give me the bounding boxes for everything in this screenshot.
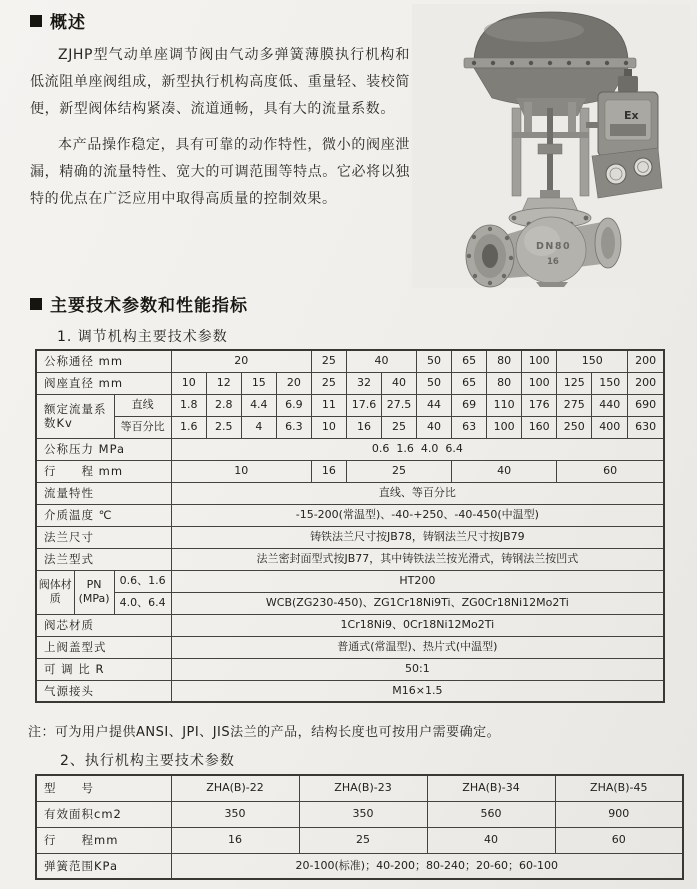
cell: 65 [452,372,487,394]
cell: ZHA(B)-34 [427,775,555,801]
cell: 275 [557,394,592,416]
cell: 176 [522,394,557,416]
cell: 1.6 [171,416,206,438]
cell: 法兰密封面型式按JB77，其中铸铁法兰按光滑式，铸钢法兰按凹式 [171,548,664,570]
row-label: 额定流量系数Kv [36,394,114,438]
cell: 16 [171,827,299,853]
cell: 40 [381,372,416,394]
cell: 100 [522,372,557,394]
cell: 4 [241,416,276,438]
cell: 250 [557,416,592,438]
cell: 40 [417,416,452,438]
overview-paragraph-1: ZJHP型气动单座调节阀由气动多弹簧薄膜执行机构和低流阻单座阀组成，新型执行机构高度低、重量轻、装校简便，新型阀体结构紧凑、流道通畅，具有大的流量系数。 [30,47,410,117]
cell: 200 [628,350,664,372]
cell: 25 [346,460,451,482]
row-label: 行 程 mm [36,460,171,482]
row-effective-area [36,801,683,827]
cell: -15-200(常温型)、-40-+250、-40-450(中温型) [171,504,664,526]
section-square-icon [30,298,42,310]
cell: 69 [452,394,487,416]
cell: 50:1 [171,658,664,680]
cell: 80 [487,350,522,372]
note-text: 注：可为用户提供ANSI、JPI、JIS法兰的产品，结构长度也可按用户需要确定。 [28,725,501,740]
table2-heading: 2、执行机构主要技术参数 [60,753,235,769]
cell: 6.3 [276,416,311,438]
cell: 25 [299,827,427,853]
cell: 2.8 [206,394,241,416]
cell: 32 [346,372,381,394]
table1-heading: 1. 调节机构主要技术参数 [57,329,228,345]
row-label: 流量特性 [36,482,171,504]
row-label: 阀体材质 [36,570,74,614]
body-dn-mark: DN80 [536,241,572,252]
cell: 400 [592,416,628,438]
cell: 690 [628,394,664,416]
cell: 10 [171,460,311,482]
row-rangeability [36,658,664,680]
cell: 17.6 [346,394,381,416]
overview-heading [30,8,410,33]
row-label: 可 调 比 R [36,658,171,680]
pn-high-label: 4.0、6.4 [114,592,171,614]
cell: 6.9 [276,394,311,416]
cell: 60 [557,460,664,482]
cell: 100 [487,416,522,438]
specs-heading [30,291,248,316]
row-flow-characteristic [36,482,664,504]
row-label: 有效面积cm2 [36,801,171,827]
cell: 40 [346,350,416,372]
cell: 铸铁法兰尺寸按JB78，铸钢法兰尺寸按JB79 [171,526,664,548]
cell: 20-100(标准)；40-200；80-240；20-60；60-100 [171,853,683,879]
regulator-specs-table [35,349,665,703]
cell: 40 [452,460,557,482]
row-label: 法兰型式 [36,548,171,570]
cell: 普通式(常温型)、热片式(中温型) [171,636,664,658]
cell: 0.6 1.6 4.0 6.4 [171,438,664,460]
row-label: 公称通径 mm [36,350,171,372]
row-flange-type [36,548,664,570]
overview-section [30,8,410,213]
kv-sub-label-linear: 直线 [114,394,171,416]
cell: 50 [417,350,452,372]
body-pn-mark: 16 [547,257,559,267]
row-nominal-pressure [36,438,664,460]
cell: 16 [311,460,346,482]
cell: 150 [592,372,628,394]
cell: WCB(ZG230-450)、ZG1Cr18Ni9Ti、ZG0Cr18Ni12Mo2Ti [171,592,664,614]
cell: 63 [452,416,487,438]
row-seat-diameter [36,372,664,394]
row-label: 行 程mm [36,827,171,853]
section-square-icon [30,15,42,27]
row-medium-temperature [36,504,664,526]
cell: 25 [311,350,346,372]
row-spring-range [36,853,683,879]
cell: 16 [346,416,381,438]
actuator-specs-table [35,774,684,880]
cell: 630 [628,416,664,438]
cell: 12 [206,372,241,394]
row-label: 上阀盖型式 [36,636,171,658]
cell: 125 [557,372,592,394]
cell: 100 [522,350,557,372]
cell: 直线、等百分比 [171,482,664,504]
cell: 350 [171,801,299,827]
specs-heading-text: 主要技术参数和性能指标 [50,296,248,316]
pn-label: PN (MPa) [74,570,114,614]
pn-low-label: 0.6、1.6 [114,570,171,592]
overview-paragraph-2: 本产品操作稳定，具有可靠的动作特性，微小的阀座泄漏，精确的流量特性、宽大的可调范围等特点。它必将以独特的优点在广泛应用中取得高质量的控制效果。 [30,137,410,207]
cell: M16×1.5 [171,680,664,702]
cell: 440 [592,394,628,416]
row-flange-size [36,526,664,548]
cell: 560 [427,801,555,827]
cell: 160 [522,416,557,438]
cell: 65 [452,350,487,372]
row-label: 公称压力 MPa [36,438,171,460]
row-actuator-stroke [36,827,683,853]
cell: 50 [417,372,452,394]
valve-photo [412,4,690,288]
cell: 10 [311,416,346,438]
cell: ZHA(B)-45 [555,775,683,801]
cell: 110 [487,394,522,416]
cell: 25 [381,416,416,438]
row-label: 法兰尺寸 [36,526,171,548]
row-bonnet-type [36,636,664,658]
row-body-material-low-pn [36,570,664,592]
row-stroke [36,460,664,482]
row-kv-linear [36,394,664,416]
cell: 44 [417,394,452,416]
cell: 10 [171,372,206,394]
row-label: 弹簧范围KPa [36,853,171,879]
kv-sub-label-equal: 等百分比 [114,416,171,438]
cell: 1Cr18Ni9、0Cr18Ni12Mo2Ti [171,614,664,636]
cell: 80 [487,372,522,394]
cell: 20 [276,372,311,394]
cell: 200 [628,372,664,394]
row-plug-material [36,614,664,636]
valve-photo-drawing [412,4,690,288]
right-flange [595,218,621,268]
cell: 150 [557,350,628,372]
cell: 4.4 [241,394,276,416]
positioner-ex-mark: Ex [624,109,639,122]
cell: 25 [311,372,346,394]
row-label: 阀座直径 mm [36,372,171,394]
left-flange [466,225,514,287]
cell: ZHA(B)-22 [171,775,299,801]
overview-heading-text: 概述 [50,13,86,33]
row-label: 阀芯材质 [36,614,171,636]
row-label: 型 号 [36,775,171,801]
cell: 350 [299,801,427,827]
cell: 27.5 [381,394,416,416]
row-label: 气源接头 [36,680,171,702]
cell: 60 [555,827,683,853]
row-nominal-diameter [36,350,664,372]
row-air-connection [36,680,664,702]
cell: 15 [241,372,276,394]
cell: 1.8 [171,394,206,416]
cell: 20 [171,350,311,372]
cell: ZHA(B)-23 [299,775,427,801]
row-body-material-high-pn [36,592,664,614]
row-label: 介质温度 ℃ [36,504,171,526]
cell: 2.5 [206,416,241,438]
cell: 900 [555,801,683,827]
row-actuator-model [36,775,683,801]
cell: HT200 [171,570,664,592]
cell: 11 [311,394,346,416]
cell: 40 [427,827,555,853]
row-kv-equal-percentage [36,416,664,438]
